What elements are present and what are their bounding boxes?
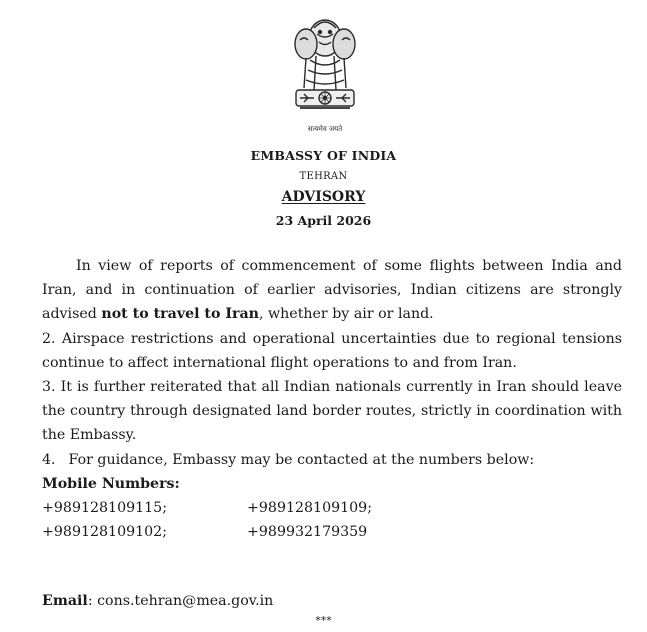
paragraph-1: [42, 254, 622, 327]
email-colon: :: [87, 593, 93, 609]
paragraph-3: 3. It is further reiterated that all Indian nationals currently in Iran should leave the country through designated land border routes, strictly in coordination with the Embassy.: [42, 379, 622, 444]
paragraph-2: 2. Airspace restrictions and operational uncertainties due to regional tensions continue to affect international flight operations to and from Iran.: [42, 330, 622, 371]
paragraph-1-text-b: , whether by air or land.: [259, 306, 434, 323]
paragraph-4: [42, 448, 622, 472]
embassy-city: TEHRAN: [299, 171, 348, 182]
mobile-number[interactable]: +989128109115;: [42, 500, 167, 517]
emblem-motto: सत्यमेव जयते: [307, 125, 343, 133]
mobile-numbers-label-text: Mobile Numbers: [42, 475, 175, 492]
mobile-numbers-label: [42, 472, 622, 496]
email-address[interactable]: cons.tehran@mea.gov.in: [97, 593, 274, 609]
advisory-title-text: ADVISORY: [281, 189, 366, 205]
advisory-date: 23 April 2026: [275, 213, 372, 228]
mobile-number[interactable]: +989932179359: [247, 524, 368, 541]
embassy-name: EMBASSY OF INDIA: [250, 148, 397, 163]
mobile-numbers-list: [42, 496, 622, 544]
advisory-body: [42, 254, 622, 544]
advisory-title: [0, 189, 647, 205]
end-marker: ***: [315, 614, 332, 627]
paragraph-1-text-a: In view of reports of commencement of some flights between India and Iran, and in continuation of earlier advisories, Indian citizens are strongly advised: [42, 258, 622, 323]
emblem: [270, 10, 380, 133]
paragraph-4-number: 4.: [42, 451, 56, 468]
email-line: [42, 593, 273, 609]
paragraph-1-emphasis: not to travel to Iran: [101, 306, 259, 323]
paragraph-4-text: For guidance, Embassy may be contacted at the numbers below:: [68, 451, 535, 468]
mobile-numbers-colon: :: [174, 475, 180, 492]
email-label: Email: [42, 593, 88, 609]
national-emblem-icon: [270, 10, 380, 122]
mobile-number[interactable]: +989128109109;: [247, 500, 372, 517]
mobile-number[interactable]: +989128109102;: [42, 524, 167, 541]
